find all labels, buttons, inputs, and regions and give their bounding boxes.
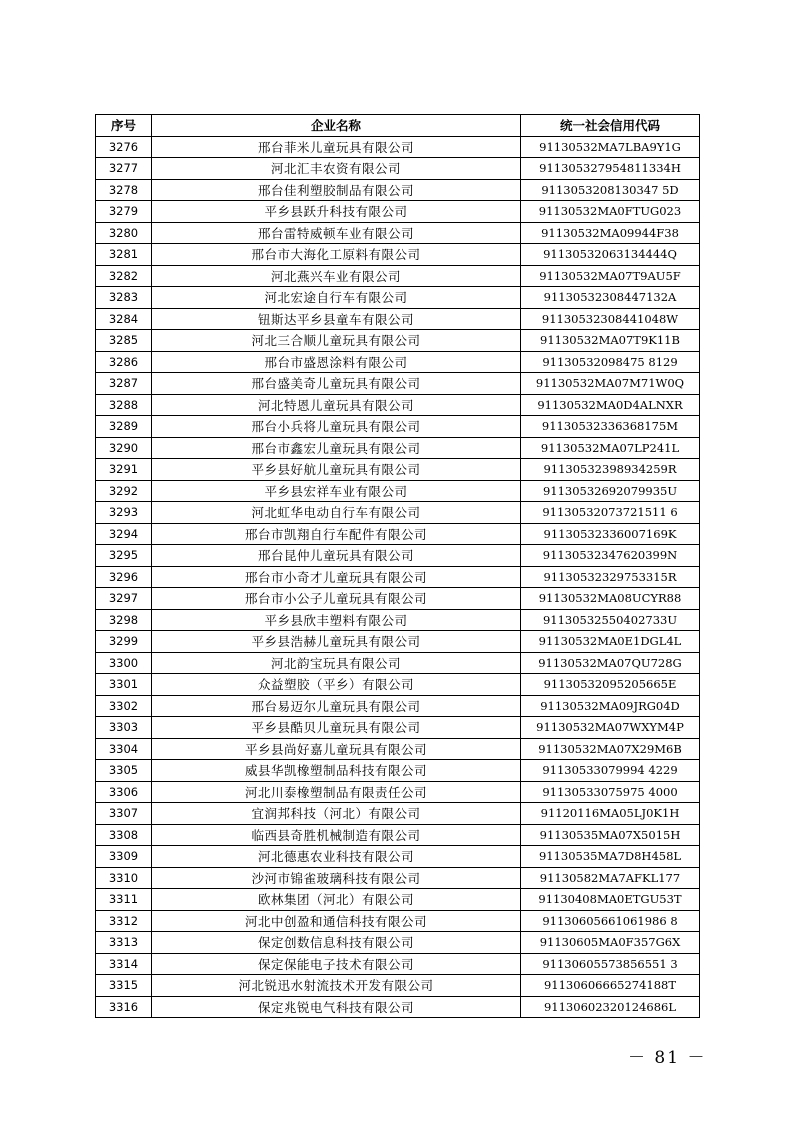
header-credit-code: 统一社会信用代码 [521, 115, 700, 137]
credit-code-cell: 91130535MA07X5015H [521, 824, 700, 846]
serial-number-cell: 3301 [96, 674, 152, 696]
company-name-cell: 河北三合顺儿童玩具有限公司 [152, 330, 521, 352]
company-name-cell: 威县华凯橡塑制品科技有限公司 [152, 760, 521, 782]
credit-code-cell: 91120116MA05LJ0K1H [521, 803, 700, 825]
company-name-cell: 邢台市凯翔自行车配件有限公司 [152, 523, 521, 545]
serial-number-cell: 3294 [96, 523, 152, 545]
credit-code-cell: 91130605MA0F357G6X [521, 932, 700, 954]
credit-code-cell: 91130605573856551 3 [521, 953, 700, 975]
table-row [96, 480, 700, 502]
serial-number-cell: 3300 [96, 652, 152, 674]
header-company-name: 企业名称 [152, 115, 521, 137]
serial-number-cell: 3307 [96, 803, 152, 825]
serial-number-cell: 3310 [96, 867, 152, 889]
credit-code-cell: 91130532MA7LBA9Y1G [521, 136, 700, 158]
header-serial-number: 序号 [96, 115, 152, 137]
table-row [96, 394, 700, 416]
table-body [96, 136, 700, 1018]
serial-number-cell: 3291 [96, 459, 152, 481]
serial-number-cell: 3290 [96, 437, 152, 459]
table-row [96, 781, 700, 803]
company-name-cell: 邢台小兵将儿童玩具有限公司 [152, 416, 521, 438]
serial-number-cell: 3276 [96, 136, 152, 158]
table-row [96, 652, 700, 674]
credit-code-cell: 91130532398934259R [521, 459, 700, 481]
company-name-cell: 平乡县宏祥车业有限公司 [152, 480, 521, 502]
serial-number-cell: 3283 [96, 287, 152, 309]
company-name-cell: 河北燕兴车业有限公司 [152, 265, 521, 287]
company-name-cell: 河北韵宝玩具有限公司 [152, 652, 521, 674]
credit-code-cell: 91130532308441048W [521, 308, 700, 330]
table-row [96, 867, 700, 889]
company-name-cell: 邢台佳利塑胶制品有限公司 [152, 179, 521, 201]
company-name-cell: 邢台市小奇才儿童玩具有限公司 [152, 566, 521, 588]
table-row [96, 351, 700, 373]
company-name-cell: 邢台市盛恩涂料有限公司 [152, 351, 521, 373]
page-number: － 81 － [628, 1048, 707, 1068]
table-row [96, 179, 700, 201]
table-row [96, 760, 700, 782]
serial-number-cell: 3298 [96, 609, 152, 631]
company-name-cell: 平乡县好航儿童玩具有限公司 [152, 459, 521, 481]
company-name-cell: 欧林集团（河北）有限公司 [152, 889, 521, 911]
credit-code-cell: 91130532550402733U [521, 609, 700, 631]
serial-number-cell: 3278 [96, 179, 152, 201]
table-row [96, 416, 700, 438]
table-row [96, 222, 700, 244]
serial-number-cell: 3316 [96, 996, 152, 1018]
serial-number-cell: 3304 [96, 738, 152, 760]
credit-code-cell: 91130533075975 4000 [521, 781, 700, 803]
table-row [96, 437, 700, 459]
company-name-cell: 保定兆锐电气科技有限公司 [152, 996, 521, 1018]
company-name-cell: 河北宏途自行车有限公司 [152, 287, 521, 309]
serial-number-cell: 3292 [96, 480, 152, 502]
serial-number-cell: 3299 [96, 631, 152, 653]
serial-number-cell: 3288 [96, 394, 152, 416]
credit-code-cell: 91130532329753315R [521, 566, 700, 588]
table-row [96, 824, 700, 846]
table-row [96, 201, 700, 223]
company-name-cell: 平乡县跃升科技有限公司 [152, 201, 521, 223]
table-row [96, 609, 700, 631]
table-row [96, 846, 700, 868]
company-name-cell: 河北川泰橡塑制品有限责任公司 [152, 781, 521, 803]
table-row [96, 889, 700, 911]
credit-code-cell: 91130606665274188T [521, 975, 700, 997]
credit-code-cell: 91130532MA0E1DGL4L [521, 631, 700, 653]
credit-code-cell: 91130532336368175M [521, 416, 700, 438]
credit-code-cell: 91130535MA7D8H458L [521, 846, 700, 868]
serial-number-cell: 3280 [96, 222, 152, 244]
serial-number-cell: 3295 [96, 545, 152, 567]
company-name-cell: 河北中创盈和通信科技有限公司 [152, 910, 521, 932]
serial-number-cell: 3302 [96, 695, 152, 717]
credit-code-cell: 91130532692079935U [521, 480, 700, 502]
table-header-row [96, 115, 700, 137]
table-row [96, 910, 700, 932]
credit-code-cell: 91130532MA07X29M6B [521, 738, 700, 760]
table-row [96, 244, 700, 266]
table-row [96, 136, 700, 158]
serial-number-cell: 3312 [96, 910, 152, 932]
company-name-cell: 河北汇丰农资有限公司 [152, 158, 521, 180]
company-name-cell: 河北锐迅水射流技术开发有限公司 [152, 975, 521, 997]
company-name-cell: 平乡县尚好嘉儿童玩具有限公司 [152, 738, 521, 760]
credit-code-cell: 91130532MA07M71W0Q [521, 373, 700, 395]
serial-number-cell: 3315 [96, 975, 152, 997]
credit-code-cell: 91130532MA09944F38 [521, 222, 700, 244]
credit-code-cell: 91130582MA7AFKL177 [521, 867, 700, 889]
credit-code-cell: 91130532098475 8129 [521, 351, 700, 373]
serial-number-cell: 3285 [96, 330, 152, 352]
company-name-cell: 平乡县酷贝儿童玩具有限公司 [152, 717, 521, 739]
company-name-cell: 钮斯达平乡县童车有限公司 [152, 308, 521, 330]
credit-code-cell: 91130532MA0D4ALNXR [521, 394, 700, 416]
company-name-cell: 沙河市锦雀玻璃科技有限公司 [152, 867, 521, 889]
credit-code-cell: 91130532MA07LP241L [521, 437, 700, 459]
company-name-cell: 邢台菲米儿童玩具有限公司 [152, 136, 521, 158]
serial-number-cell: 3306 [96, 781, 152, 803]
serial-number-cell: 3314 [96, 953, 152, 975]
table-row [96, 932, 700, 954]
table-row [96, 502, 700, 524]
company-name-cell: 邢台市大海化工原料有限公司 [152, 244, 521, 266]
serial-number-cell: 3293 [96, 502, 152, 524]
company-name-cell: 邢台盛美奇儿童玩具有限公司 [152, 373, 521, 395]
serial-number-cell: 3289 [96, 416, 152, 438]
serial-number-cell: 3287 [96, 373, 152, 395]
company-name-cell: 宜润邦科技（河北）有限公司 [152, 803, 521, 825]
credit-code-cell: 91130532MA07T9AU5F [521, 265, 700, 287]
credit-code-cell: 91130532MA07WXYM4P [521, 717, 700, 739]
company-name-cell: 河北虹华电动自行车有限公司 [152, 502, 521, 524]
credit-code-cell: 91130532073721511 6 [521, 502, 700, 524]
table-row [96, 373, 700, 395]
company-name-cell: 保定保能电子技术有限公司 [152, 953, 521, 975]
company-name-cell: 平乡县欣丰塑料有限公司 [152, 609, 521, 631]
credit-code-cell: 91130602320124686L [521, 996, 700, 1018]
credit-code-cell: 91130532MA08UCYR88 [521, 588, 700, 610]
serial-number-cell: 3305 [96, 760, 152, 782]
table-row [96, 330, 700, 352]
serial-number-cell: 3282 [96, 265, 152, 287]
credit-code-cell: 9113053208130347 5D [521, 179, 700, 201]
company-name-cell: 邢台雷特威顿车业有限公司 [152, 222, 521, 244]
credit-code-cell: 91130532308447132A [521, 287, 700, 309]
serial-number-cell: 3277 [96, 158, 152, 180]
company-name-cell: 邢台市小公子儿童玩具有限公司 [152, 588, 521, 610]
company-name-cell: 邢台市鑫宏儿童玩具有限公司 [152, 437, 521, 459]
table-row [96, 738, 700, 760]
serial-number-cell: 3309 [96, 846, 152, 868]
table-row [96, 308, 700, 330]
credit-code-cell: 91130605661061986 8 [521, 910, 700, 932]
table-row [96, 287, 700, 309]
table-row [96, 975, 700, 997]
table-row [96, 803, 700, 825]
table-row [96, 631, 700, 653]
credit-code-cell: 91130533079994 4229 [521, 760, 700, 782]
company-name-cell: 邢台昆仲儿童玩具有限公司 [152, 545, 521, 567]
credit-code-cell: 91130532095205665E [521, 674, 700, 696]
table-row [96, 674, 700, 696]
serial-number-cell: 3284 [96, 308, 152, 330]
serial-number-cell: 3297 [96, 588, 152, 610]
credit-code-cell: 91130532MA07QU728G [521, 652, 700, 674]
credit-code-cell: 91130532MA07T9K11B [521, 330, 700, 352]
credit-code-cell: 91130532MA0FTUG023 [521, 201, 700, 223]
serial-number-cell: 3313 [96, 932, 152, 954]
credit-code-cell: 91130532MA09JRG04D [521, 695, 700, 717]
table-row [96, 158, 700, 180]
serial-number-cell: 3296 [96, 566, 152, 588]
company-name-cell: 邢台易迈尔儿童玩具有限公司 [152, 695, 521, 717]
table-row [96, 996, 700, 1018]
serial-number-cell: 3279 [96, 201, 152, 223]
table-row [96, 265, 700, 287]
company-name-cell: 平乡县浩赫儿童玩具有限公司 [152, 631, 521, 653]
table-row [96, 523, 700, 545]
credit-code-cell: 91130532336007169K [521, 523, 700, 545]
serial-number-cell: 3308 [96, 824, 152, 846]
table-row [96, 588, 700, 610]
credit-code-cell: 91130532347620399N [521, 545, 700, 567]
company-name-cell: 河北德惠农业科技有限公司 [152, 846, 521, 868]
serial-number-cell: 3281 [96, 244, 152, 266]
company-credit-code-table [95, 114, 700, 1018]
company-name-cell: 众益塑胶（平乡）有限公司 [152, 674, 521, 696]
table-row [96, 953, 700, 975]
credit-code-cell: 911305327954811334H [521, 158, 700, 180]
table-row [96, 695, 700, 717]
company-name-cell: 河北特恩儿童玩具有限公司 [152, 394, 521, 416]
company-name-cell: 保定创数信息科技有限公司 [152, 932, 521, 954]
serial-number-cell: 3286 [96, 351, 152, 373]
serial-number-cell: 3311 [96, 889, 152, 911]
credit-code-cell: 91130532063134444Q [521, 244, 700, 266]
table-row [96, 566, 700, 588]
table-row [96, 459, 700, 481]
credit-code-cell: 91130408MA0ETGU53T [521, 889, 700, 911]
table-row [96, 545, 700, 567]
table-row [96, 717, 700, 739]
serial-number-cell: 3303 [96, 717, 152, 739]
company-name-cell: 临西县奇胜机械制造有限公司 [152, 824, 521, 846]
